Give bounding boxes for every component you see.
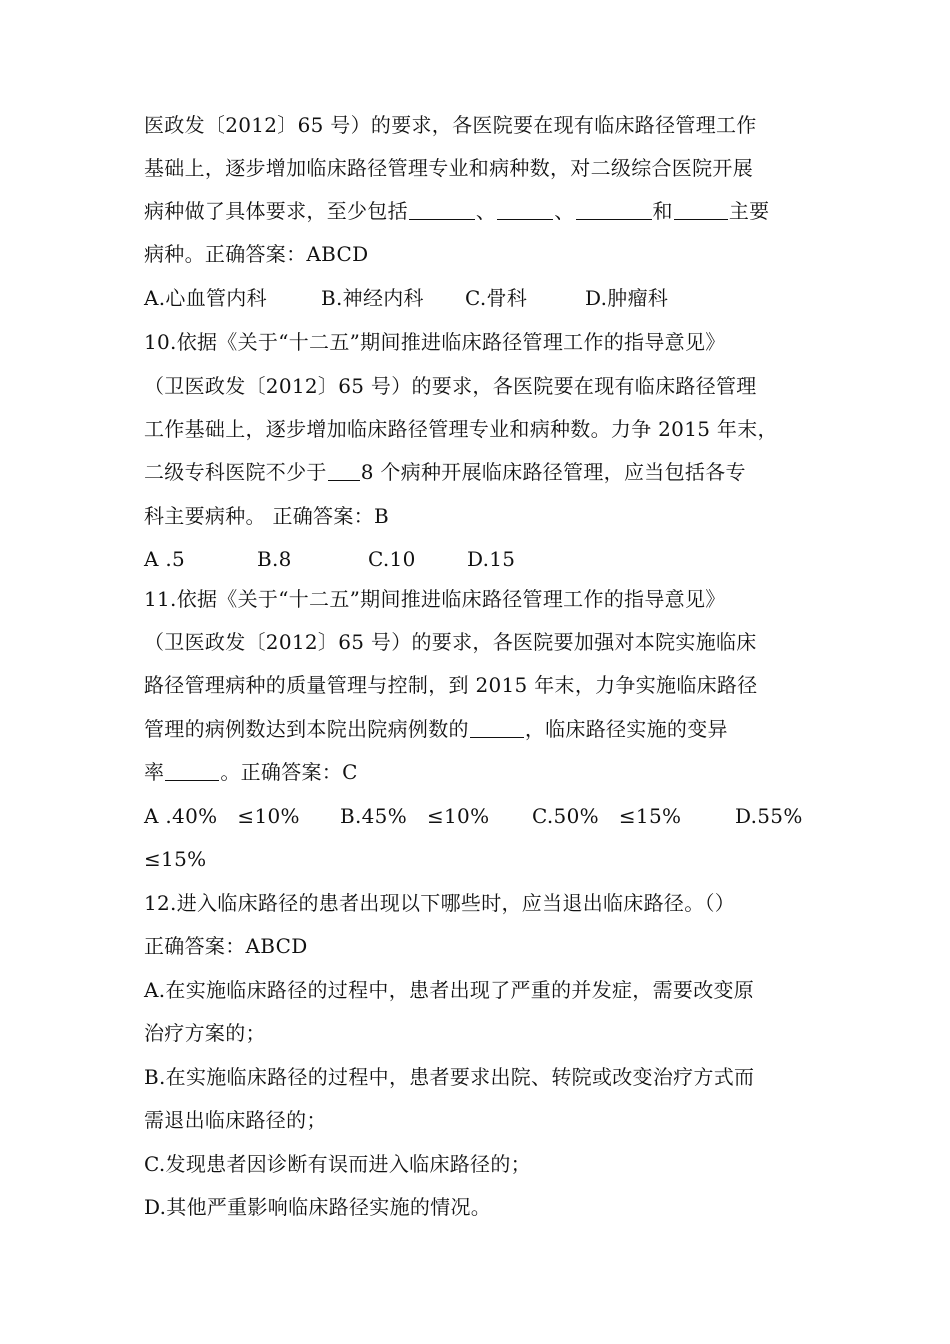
answer-blank	[328, 458, 360, 481]
q12-option-b-line-1: B.在实施临床路径的过程中，患者要求出院、转院或改变治疗方式而	[144, 1065, 755, 1089]
q11-line-4	[144, 714, 814, 744]
q11-line-5-text: 率	[144, 760, 165, 784]
option-c: C.50% ≤15%	[532, 804, 682, 828]
q10-line-4-text: 二级专科医院不少于	[144, 460, 327, 484]
option-d: D.55%	[735, 804, 803, 828]
q12-option-b-line-2: 需退出临床路径的；	[144, 1108, 327, 1132]
q11-line-5	[144, 757, 814, 787]
option-b: B.8	[257, 547, 292, 571]
q9-line-1: 医政发〔2012〕65 号）的要求，各医院要在现有临床路径管理工作	[144, 113, 757, 137]
option-d: D.15	[467, 547, 516, 571]
q12-option-a-line-1: A.在实施临床路径的过程中，患者出现了严重的并发症，需要改变原	[144, 978, 755, 1002]
separator: 、	[475, 199, 497, 223]
q11-line-4-text: 管理的病例数达到本院出院病例数的	[144, 717, 469, 741]
option-b: B.神经内科	[321, 286, 424, 310]
q11-line-1: 11.依据《关于“十二五”期间推进临床路径管理工作的指导意见》	[144, 587, 726, 611]
q10-answer-line: 科主要病种。 正确答案：B	[144, 504, 389, 528]
q10-line-2: （卫医政发〔2012〕65 号）的要求，各医院要在现有临床路径管理	[144, 374, 757, 398]
q11-line-2: （卫医政发〔2012〕65 号）的要求，各医院要加强对本院实施临床	[144, 630, 757, 654]
q10-line-4-rest: 8 个病种开展临床路径管理，应当包括各专	[360, 460, 746, 484]
q10-line-1: 10.依据《关于“十二五”期间推进临床路径管理工作的指导意见》	[144, 330, 726, 354]
answer-blank	[470, 715, 524, 738]
q9-line-3-text: 病种做了具体要求，至少包括	[144, 199, 408, 223]
separator: 、	[554, 199, 575, 223]
q10-line-3: 工作基础上，逐步增加临床路径管理专业和病种数。力争 2015 年末，	[144, 417, 778, 441]
q12-option-d: D.其他严重影响临床路径实施的情况。	[144, 1195, 492, 1219]
option-d: D.肿瘤科	[585, 286, 669, 310]
q12-line-1: 12.进入临床路径的患者出现以下哪些时，应当退出临床路径。（）	[144, 891, 736, 915]
answer-blank	[409, 197, 475, 220]
q11-line-4-rest: ，临床路径实施的变异	[524, 717, 728, 741]
q12-option-a-line-2: 治疗方案的；	[144, 1021, 266, 1045]
option-a: A .5	[144, 547, 186, 571]
q9-line-2: 基础上，逐步增加临床路径管理专业和病种数，对二级综合医院开展	[144, 156, 753, 180]
q12-option-c: C.发现患者因诊断有误而进入临床路径的；	[144, 1152, 531, 1176]
q9-line-3	[144, 196, 814, 226]
q11-line-3: 路径管理病种的质量管理与控制，到 2015 年末，力争实施临床路径	[144, 673, 758, 697]
answer-blank	[576, 197, 652, 220]
option-c: C.骨科	[465, 286, 528, 310]
conjunction: 和	[652, 199, 673, 223]
q11-answer: 。正确答案：C	[220, 760, 358, 784]
option-b: B.45% ≤10%	[340, 804, 490, 828]
q9-answer-line: 病种。正确答案：ABCD	[144, 242, 369, 266]
option-a: A .40% ≤10%	[144, 804, 300, 828]
answer-blank	[674, 197, 728, 220]
q12-answer-line: 正确答案：ABCD	[144, 934, 308, 958]
answer-blank	[165, 758, 219, 781]
q11-option-d-wrap: ≤15%	[144, 847, 207, 871]
option-a: A.心血管内科	[144, 286, 267, 310]
answer-blank	[497, 197, 553, 220]
q9-line-3-end: 主要	[728, 199, 770, 223]
q10-line-4	[144, 457, 814, 487]
option-c: C.10	[368, 547, 416, 571]
